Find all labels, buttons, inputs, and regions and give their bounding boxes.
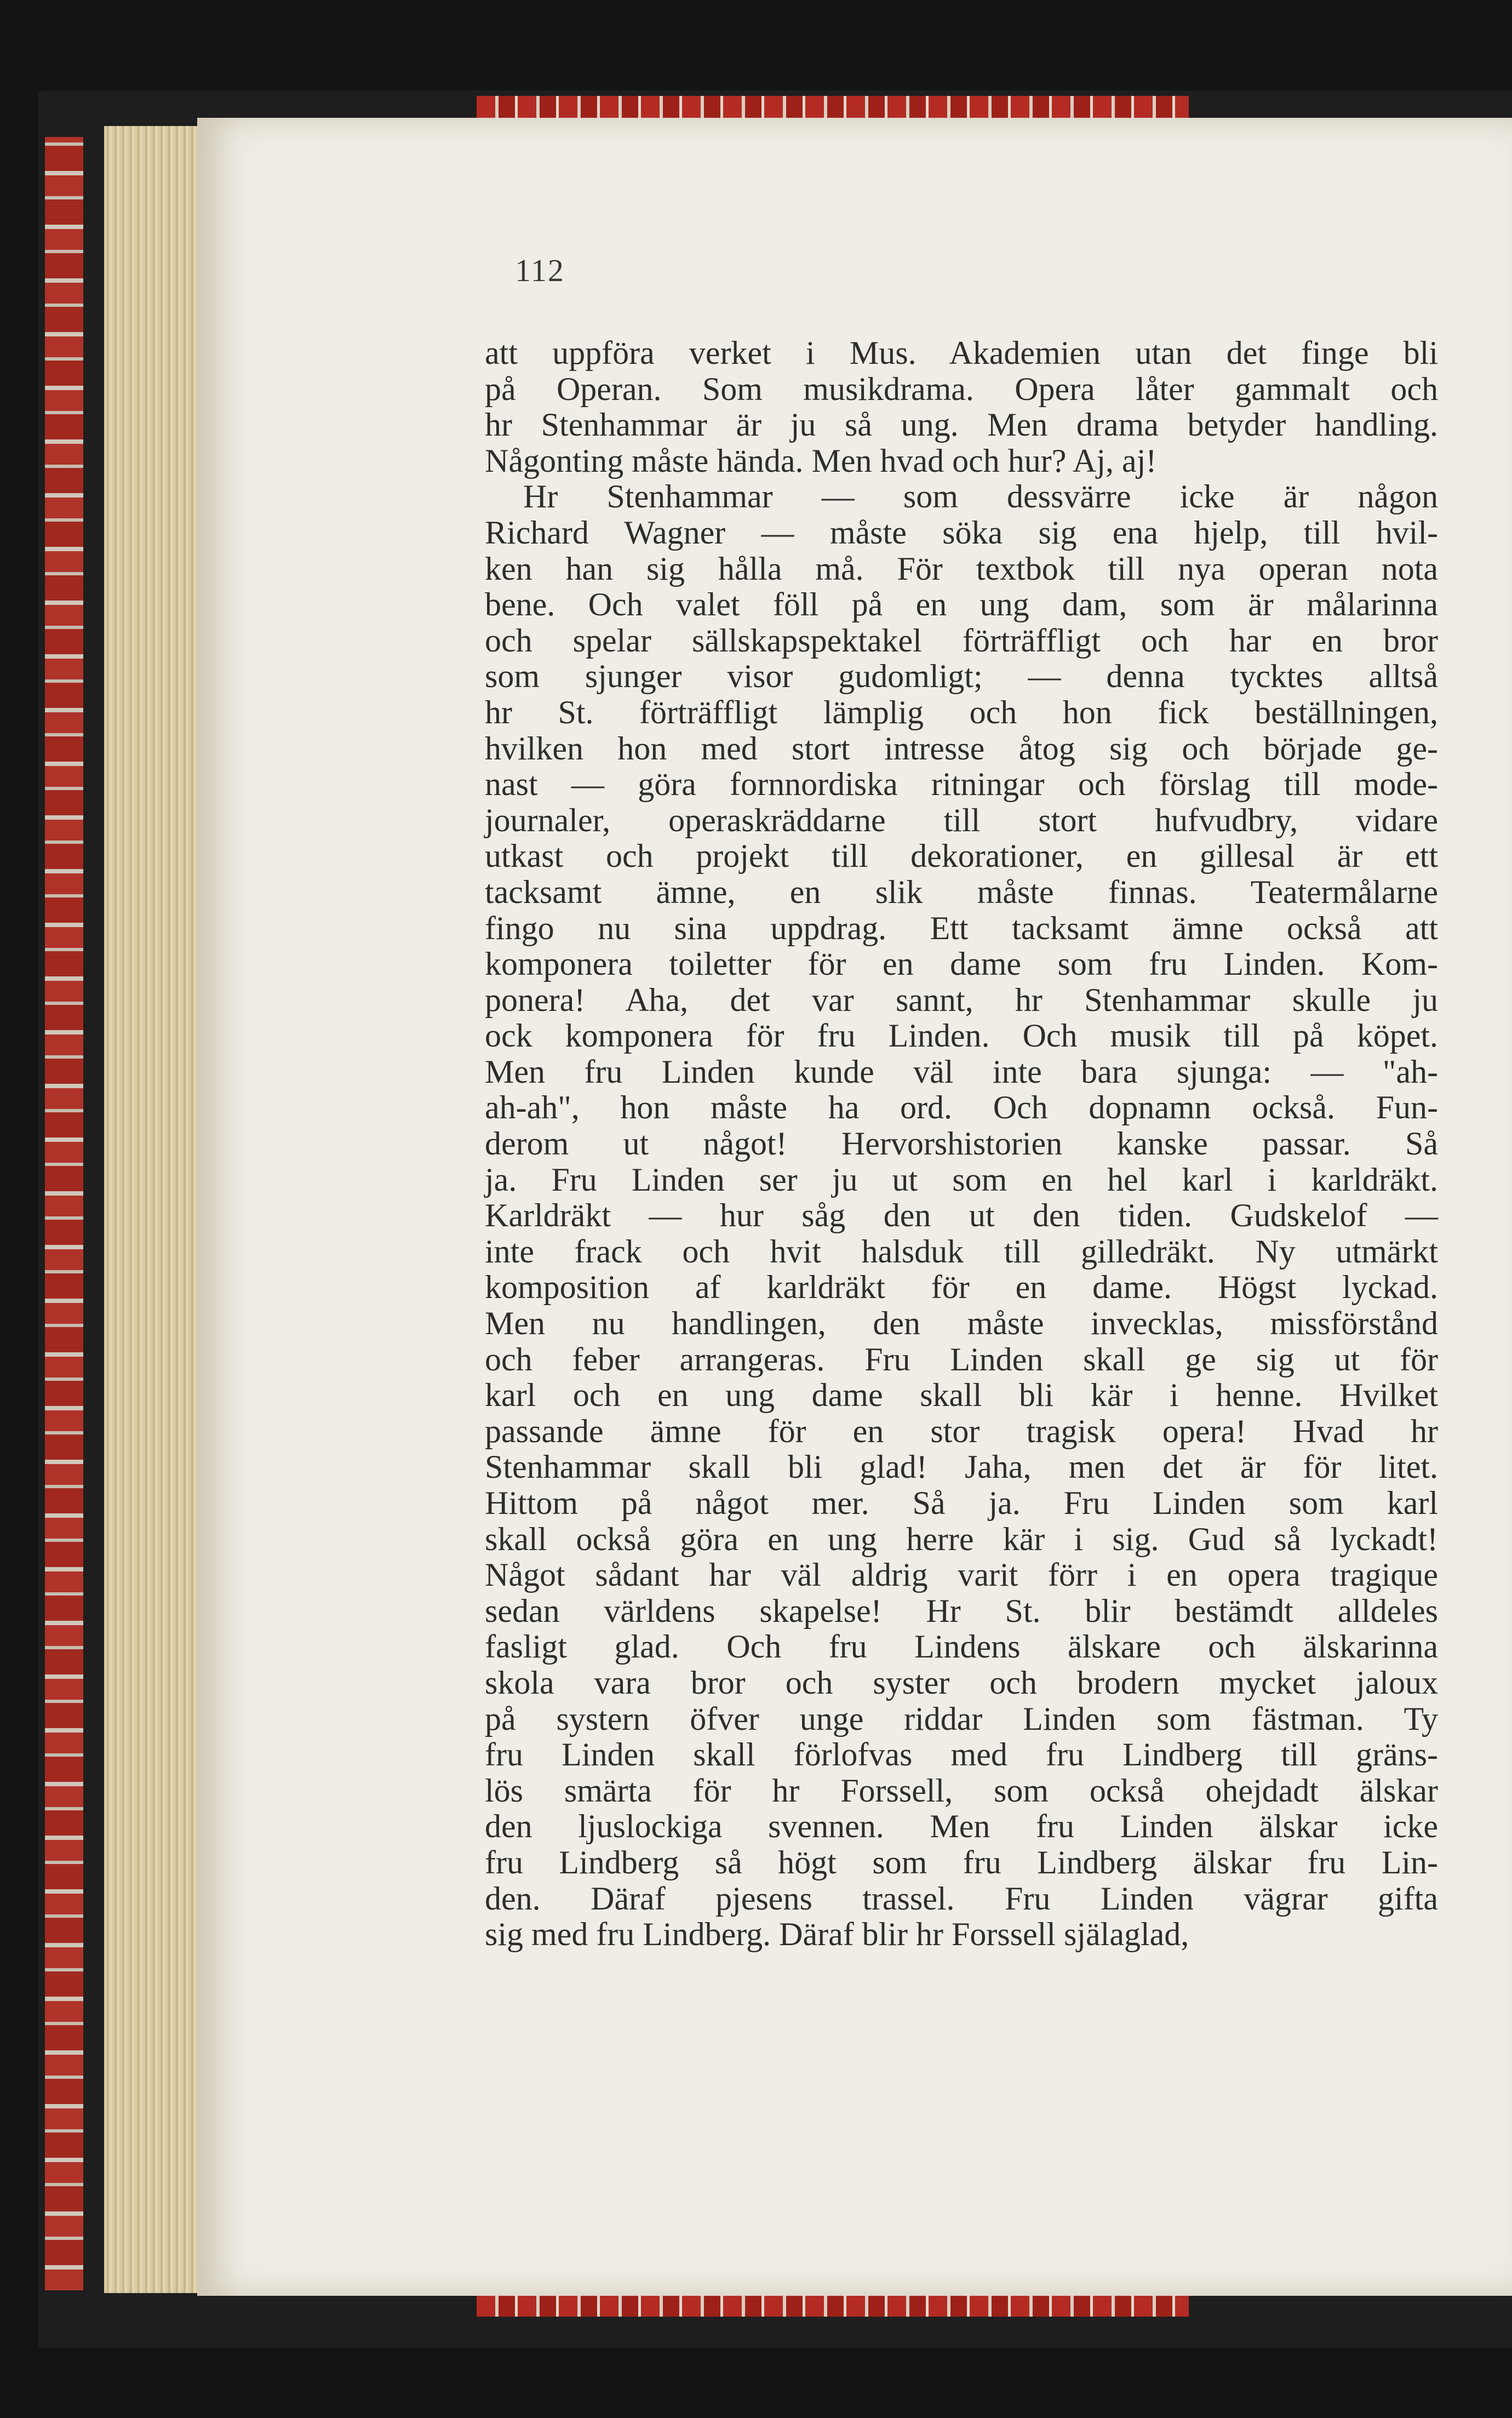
page-number: 112 xyxy=(515,253,565,288)
text-line: fingo nu sina uppdrag. Ett tacksamt ämne också att xyxy=(485,910,1438,946)
text-line: den. Däraf pjesens trassel. Fru Linden vägrar gifta xyxy=(485,1880,1438,1917)
text-line: på systern öfver unge riddar Linden som fästman. Ty xyxy=(485,1700,1438,1737)
text-line: sig med fru Lindberg. Däraf blir hr Forssell själaglad, xyxy=(485,1916,1189,1953)
text-line: passande ämne för en stor tragisk opera! Hvad hr xyxy=(485,1413,1438,1449)
text-line: Hittom på något mer. Så ja. Fru Linden som karl xyxy=(485,1485,1438,1521)
text-line: Hr Stenhammar — som dessvärre icke är någon xyxy=(523,478,1438,515)
text-line: tacksamt ämne, en slik måste finnas. Teatermålarne xyxy=(485,873,1438,910)
text-line: ken han sig hålla må. För textbok till nya operan nota xyxy=(485,550,1438,587)
text-line: ah-ah", hon måste ha ord. Och dopnamn också. Fun- xyxy=(485,1089,1438,1126)
text-line: ponera! Aha, det var sannt, hr Stenhammar skulle ju xyxy=(485,981,1438,1018)
text-line: hvilken hon med stort intresse åtog sig och började ge- xyxy=(485,730,1438,767)
text-line: Stenhammar skall bli glad! Jaha, men det är för litet. xyxy=(485,1449,1438,1485)
text-line: komponera toiletter för en dame som fru Linden. Kom- xyxy=(485,946,1438,982)
text-line: hr St. förträffligt lämplig och hon fick beställningen, xyxy=(485,694,1438,730)
text-line: nast — göra fornnordiska ritningar och förslag till mode- xyxy=(485,766,1438,803)
text-line: Något sådant har väl aldrig varit förr i en opera tragique xyxy=(485,1557,1438,1593)
text-line: bene. Och valet föll på en ung dam, som är målarinna xyxy=(485,586,1438,623)
text-line: komposition af karldräkt för en dame. Högst lyckad. xyxy=(485,1269,1438,1306)
body-text xyxy=(485,335,1438,1953)
text-line: Karldräkt — hur såg den ut den tiden. Gudskelof — xyxy=(485,1197,1438,1234)
text-line: ock komponera för fru Linden. Och musik till på köpet. xyxy=(485,1017,1438,1054)
text-line: inte frack och hvit halsduk till gilledräkt. Ny utmärkt xyxy=(485,1233,1438,1270)
text-line: utkast och projekt till dekorationer, en gillesal är ett xyxy=(485,838,1438,874)
text-line: ja. Fru Linden ser ju ut som en hel karl i karldräkt. xyxy=(485,1161,1438,1198)
text-line: Men fru Linden kunde väl inte bara sjunga: — "ah- xyxy=(485,1053,1438,1090)
text-line: den ljuslockiga svennen. Men fru Linden älskar icke xyxy=(485,1808,1438,1845)
text-line: på Operan. Som musikdrama. Opera låter gammalt och xyxy=(485,370,1438,407)
text-line: karl och en ung dame skall bli kär i henne. Hvilket xyxy=(485,1377,1438,1414)
text-line: och feber arrangeras. Fru Linden skall ge sig ut för xyxy=(485,1341,1438,1377)
text-line: fru Lindberg så högt som fru Lindberg älskar fru Lin- xyxy=(485,1844,1438,1880)
text-line: fru Linden skall förlofvas med fru Lindberg till gräns- xyxy=(485,1736,1438,1773)
text-line: att uppföra verket i Mus. Akademien utan det finge bli xyxy=(485,335,1438,371)
text-line: och spelar sällskapspektakel förträffligt och har en bror xyxy=(485,622,1438,659)
cover-edge-pattern xyxy=(45,137,83,2290)
text-line: hr Stenhammar är ju så ung. Men drama betyder handling. xyxy=(485,407,1438,443)
text-line: skall också göra en ung herre kär i sig. Gud så lyckadt! xyxy=(485,1520,1438,1557)
text-line: derom ut något! Hervorshistorien kanske passar. Så xyxy=(485,1125,1438,1162)
text-line: Någonting måste hända. Men hvad och hur? Aj, aj! xyxy=(485,442,1157,479)
text-line: skola vara bror och syster och brodern mycket jaloux xyxy=(485,1664,1438,1701)
text-line: lös smärta för hr Forssell, som också ohejdadt älskar xyxy=(485,1772,1438,1809)
text-line: Richard Wagner — måste söka sig ena hjelp, till hvil- xyxy=(485,514,1438,551)
text-line: fasligt glad. Och fru Lindens älskare och älskarinna xyxy=(485,1628,1438,1665)
text-line: Men nu handlingen, den måste invecklas, missförstånd xyxy=(485,1305,1438,1342)
text-line: journaler, operaskräddarne till stort hufvudbry, vidare xyxy=(485,802,1438,838)
text-line: sedan världens skapelse! Hr St. blir bestämdt alldeles xyxy=(485,1592,1438,1629)
text-line: som sjunger visor gudomligt; — denna tycktes alltså xyxy=(485,658,1438,695)
